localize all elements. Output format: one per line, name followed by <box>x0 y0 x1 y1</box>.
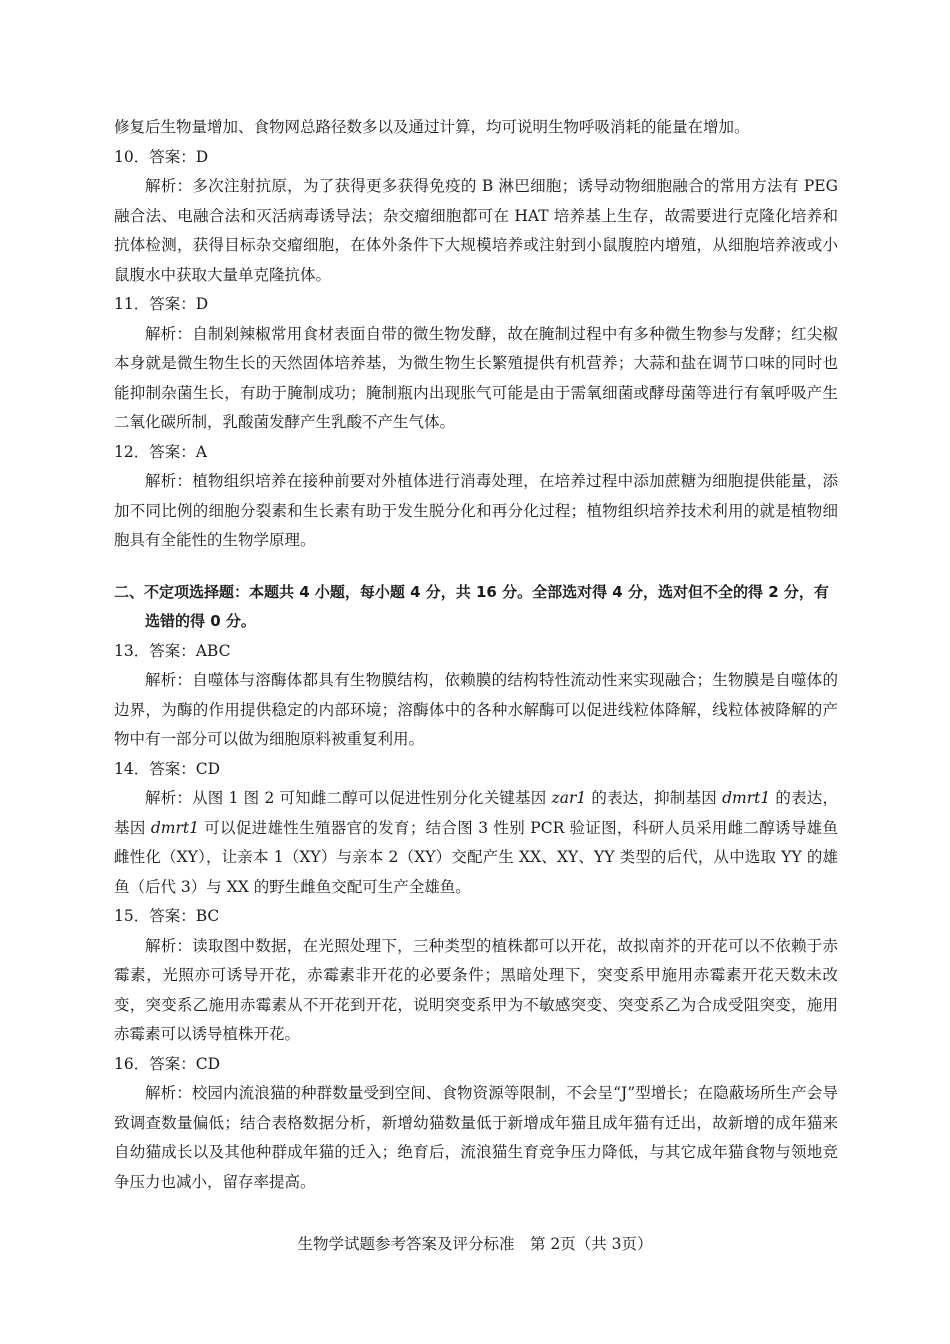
section-heading: 二、不定项选择题：本题共 4 小题，每小题 4 分，共 16 分。全部选对得 4 分，选对但不全的得 2 分，有选错的得 0 分。 <box>114 582 829 630</box>
answer-page <box>114 113 838 1197</box>
q14-text-4: 可以促进雄性生殖器官的发育；结合图 3 性别 PCR 验证图，科研人员采用雌二醇诱导雄鱼雌性化（XY），让亲本 1（XY）与亲本 2（XY）交配产生 XX、XY、YY 类型的后代，从中选取 YY 的雄鱼（后代 3）与 XX 的野生雌鱼交配可生产全雄鱼。 <box>114 818 838 896</box>
answer-q15: 15．答案：BC <box>114 907 220 925</box>
answer-q11: 11．答案：D <box>114 295 209 313</box>
answer-q16: 16．答案：CD <box>114 1054 221 1073</box>
explanation-q11: 解析：自制剁辣椒常用食材表面自带的微生物发酵，故在腌制过程中有多种微生物参与发酵；红尖椒本身就是微生物生长的天然固体培养基，为微生物生长繁殖提供有机营养；大蒜和盐在调节口味的同时也能抑制杂菌生长，有助于腌制成功；腌制瓶内出现胀气可能是由于需氧细菌或酵母菌等进行有氧呼吸产生二氧化碳所制，乳酸菌发酵产生乳酸不产生气体。 <box>114 324 838 431</box>
answer-q10: 10．答案：D <box>114 147 209 166</box>
q14-text-1: 解析：从图 1 图 2 可知雌二醇可以促进性别分化关键基因 <box>145 789 552 807</box>
explanation-q16: 解析：校园内流浪猫的种群数量受到空间、食物资源等限制，不会呈“J”型增长；在隐蔽场所生产会导致调查数量偏低；结合表格数据分析，新增幼猫数量低于新增成年猫且成年猫有迁出，故新增的成年猫来自幼猫成长以及其他种群成年猫的迁入；绝育后，流浪猫生育竞争压力降低，与其它成年猫食物与领地竞争压力也减小，留存率提高。 <box>114 1084 838 1191</box>
explanation-q10: 解析：多次注射抗原，为了获得更多获得免疫的 B 淋巴细胞；诱导动物细胞融合的常用方法有 PEG 融合法、电融合法和灭活病毒诱导法；杂交瘤细胞都可在 HAT 培养基上生存，故需要进行克隆化培养和抗体检测，获得目标杂交瘤细胞，在体外条件下大规模培养或注射到小鼠腹腔内增殖，从细胞培养液或小鼠腹水中获取大量单克隆抗体。 <box>114 177 838 284</box>
q14-text-3: 的表达，基因 <box>114 789 838 837</box>
gene-zar1: zar1 <box>551 789 587 807</box>
explanation-q14 <box>114 784 838 902</box>
intro-line: 修复后生物量增加、食物网总路径数多以及通过计算，均可说明生物呼吸消耗的能量在增加。 <box>114 118 750 136</box>
section-gap <box>114 556 838 578</box>
explanation-q12: 解析：植物组织培养在接种前要对外植体进行消毒处理，在培养过程中添加蔗糖为细胞提供能量，添加不同比例的细胞分裂素和生长素有助于发生脱分化和再分化过程；植物组织培养技术利用的就是植物细胞具有全能性的生物学原理。 <box>114 472 838 549</box>
answer-q14: 14．答案：CD <box>114 759 221 778</box>
gene-dmrt1-second: dmrt1 <box>150 818 199 837</box>
gene-dmrt1: dmrt1 <box>722 789 771 807</box>
q14-text-2: 的表达，抑制基因 <box>586 789 723 807</box>
answer-q12: 12．答案：A <box>114 442 207 461</box>
explanation-q15: 解析：读取图中数据，在光照处理下，三种类型的植株都可以开花，故拟南芥的开花可以不依赖于赤霉素，光照亦可诱导开花，赤霉素非开花的必要条件；黑暗处理下，突变系甲施用赤霉素开花天数未改变，突变系乙施用赤霉素从不开花到开花，说明突变系甲为不敏感突变、突变系乙为合成受阻突变，施用赤霉素可以诱导植株开花。 <box>114 936 838 1043</box>
answer-q13: 13．答案：ABC <box>114 641 231 660</box>
page-footer: 生物学试题参考答案及评分标准 第 2页（共 3页） <box>297 1235 653 1253</box>
explanation-q13: 解析：自噬体与溶酶体都具有生物膜结构，依赖膜的结构特性流动性来实现融合；生物膜是自噬体的边界，为酶的作用提供稳定的内部环境；溶酶体中的各种水解酶可以促进线粒体降解，线粒体被降解的产物中有一部分可以做为细胞原料被重复利用。 <box>114 671 838 748</box>
